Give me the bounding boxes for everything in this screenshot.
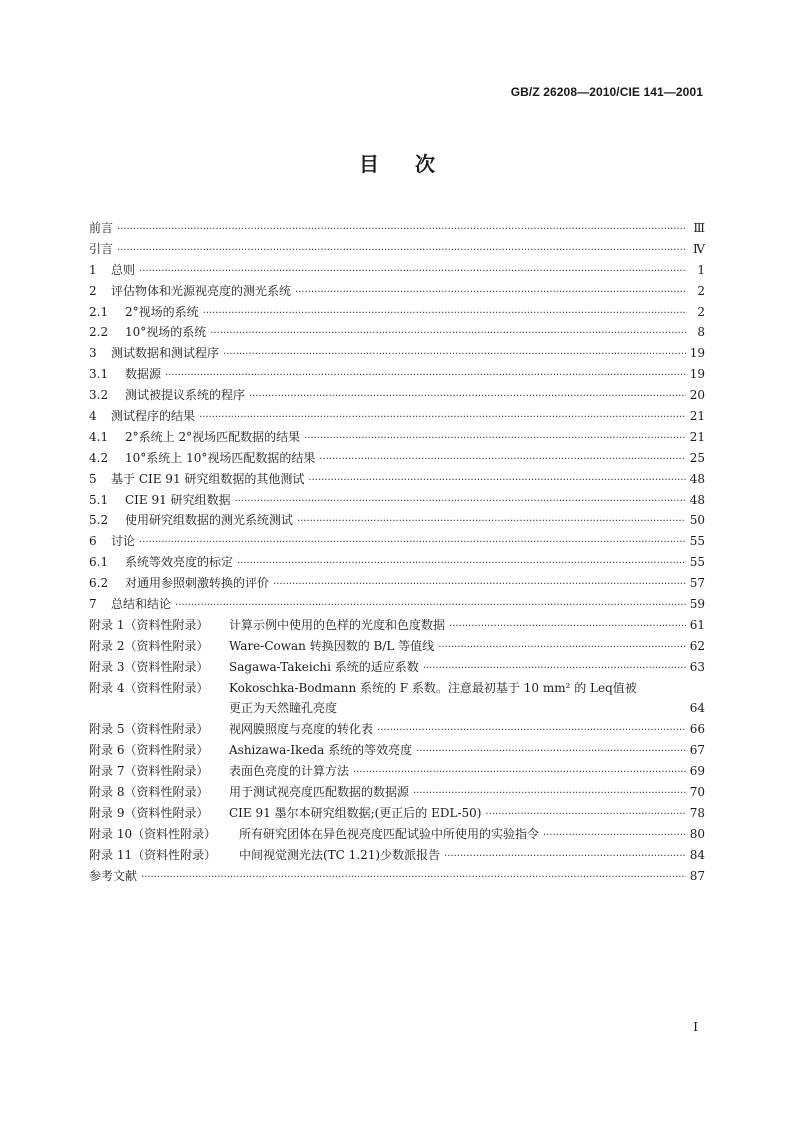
toc-entry-introduction[interactable] [89, 240, 705, 261]
toc-title: 数据源 [125, 367, 162, 382]
toc-appendix-entry[interactable] [89, 804, 705, 825]
appendix-label: 附录 3（资料性附录） [89, 659, 209, 674]
toc-number: 6.2 [89, 576, 109, 591]
toc-appendix-entry[interactable] [89, 658, 705, 679]
toc-title: 2°视场的系统 [125, 304, 199, 319]
appendix-label: 附录 9（资料性附录） [89, 805, 209, 820]
toc-title: 引言 [89, 241, 114, 256]
toc-page: 2 [697, 283, 705, 298]
toc-number: 6 [89, 534, 97, 549]
toc-entry[interactable] [89, 449, 705, 470]
table-of-contents [89, 219, 705, 888]
toc-number: 4.1 [89, 429, 109, 444]
toc-page: 21 [689, 409, 705, 424]
appendix-title-continued: 更正为天然瞳孔亮度 [229, 701, 338, 716]
toc-entry-references[interactable] [89, 867, 705, 888]
toc-number: 5 [89, 471, 97, 486]
standard-code: GB/Z 26208—2010/CIE 141—2001 [510, 85, 703, 99]
toc-page: 19 [689, 367, 705, 382]
toc-page: 69 [689, 764, 705, 779]
toc-page: 2 [697, 304, 705, 319]
appendix-title: Kokoschka-Bodmann 系统的 F 系数。注意最初基于 10 mm² 的 Leq值被 [229, 680, 637, 695]
appendix-label: 附录 6（资料性附录） [89, 743, 209, 758]
toc-number: 5.1 [89, 492, 109, 507]
toc-page: Ⅲ [693, 221, 705, 235]
toc-title: CIE 91 研究组数据 [125, 492, 231, 507]
toc-number: 2.2 [89, 325, 109, 340]
toc-page: 70 [689, 785, 705, 800]
toc-number: 3.1 [89, 367, 109, 382]
toc-number: 2.1 [89, 304, 109, 319]
toc-page: 1 [697, 262, 705, 277]
toc-appendix-entry[interactable] [89, 762, 705, 783]
appendix-title: 用于测试视亮度匹配数据的数据源 [229, 785, 410, 800]
toc-page: 63 [689, 659, 705, 674]
page-title-char-1: 目 [359, 152, 379, 176]
toc-page: 87 [689, 868, 705, 883]
toc-title: 讨论 [111, 534, 136, 549]
toc-entry[interactable] [89, 407, 705, 428]
toc-number: 6.1 [89, 555, 109, 570]
toc-appendix-entry[interactable] [89, 637, 705, 658]
toc-entry[interactable] [89, 491, 705, 512]
toc-title: 总结和结论 [111, 597, 172, 612]
toc-page: 59 [689, 597, 705, 612]
appendix-title: 中间视觉测光法(TC 1.21)少数派报告 [239, 847, 441, 862]
toc-entry-preface[interactable] [89, 219, 705, 240]
toc-title: 测试被提议系统的程序 [125, 388, 246, 403]
toc-title: 基于 CIE 91 研究组数据的其他测试 [111, 471, 305, 486]
toc-page: 20 [689, 388, 705, 403]
page-number: I [693, 1020, 698, 1034]
toc-appendix-entry[interactable] [89, 616, 705, 637]
appendix-title: 所有研究团体在异色视亮度匹配试验中所使用的实验指令 [239, 826, 540, 841]
appendix-label: 附录 5（资料性附录） [89, 722, 209, 737]
toc-title: 10°系统上 10°视场匹配数据的结果 [125, 450, 316, 465]
appendix-label: 附录 7（资料性附录） [89, 764, 209, 779]
toc-entry[interactable] [89, 428, 705, 449]
appendix-label: 附录 8（资料性附录） [89, 785, 209, 800]
toc-page: 66 [689, 722, 705, 737]
toc-appendix-entry-continued[interactable] [89, 699, 705, 720]
toc-entry[interactable] [89, 282, 705, 303]
appendix-title: 表面色亮度的计算方法 [229, 764, 350, 779]
toc-page: 78 [689, 805, 705, 820]
toc-number: 3.2 [89, 388, 109, 403]
toc-page: 80 [689, 826, 705, 841]
toc-number: 5.2 [89, 513, 109, 528]
appendix-label: 附录 2（资料性附录） [89, 638, 209, 653]
toc-entry[interactable] [89, 303, 705, 324]
toc-page: 25 [689, 450, 705, 465]
toc-page: 57 [689, 576, 705, 591]
toc-number: 7 [89, 597, 97, 612]
toc-appendix-entry[interactable] [89, 741, 705, 762]
toc-entry[interactable] [89, 261, 705, 282]
appendix-label: 附录 10（资料性附录） [89, 826, 217, 841]
appendix-title: Ware-Cowan 转换因数的 B/L 等值线 [229, 638, 435, 653]
toc-title: 2°系统上 2°视场匹配数据的结果 [125, 429, 301, 444]
appendix-title: Ashizawa-Ikeda 系统的等效亮度 [229, 743, 413, 758]
toc-page: 61 [689, 617, 705, 632]
toc-entry[interactable] [89, 574, 705, 595]
page-title-char-2: 次 [415, 152, 435, 176]
toc-appendix-entry[interactable] [89, 679, 705, 700]
toc-title: 使用研究组数据的测光系统测试 [125, 513, 294, 528]
toc-appendix-entry[interactable] [89, 783, 705, 804]
toc-entry[interactable] [89, 365, 705, 386]
toc-appendix-entry[interactable] [89, 720, 705, 741]
toc-page: 84 [689, 847, 705, 862]
toc-page: 50 [689, 513, 705, 528]
toc-number: 4.2 [89, 450, 109, 465]
toc-entry[interactable] [89, 532, 705, 553]
appendix-title: CIE 91 墨尔本研究组数据;(更正后的 EDL-50) [229, 805, 482, 820]
appendix-title: 计算示例中使用的色样的光度和色度数据 [229, 617, 446, 632]
toc-appendix-entry[interactable] [89, 846, 705, 867]
toc-page: 19 [689, 346, 705, 361]
toc-appendix-entry[interactable] [89, 825, 705, 846]
toc-entry[interactable] [89, 595, 705, 616]
toc-page: 48 [689, 471, 705, 486]
toc-entry[interactable] [89, 470, 705, 491]
toc-title: 参考文献 [89, 868, 138, 883]
toc-page: 62 [689, 638, 705, 653]
appendix-label: 附录 4（资料性附录） [89, 680, 209, 695]
appendix-label: 附录 11（资料性附录） [89, 847, 217, 862]
toc-number: 1 [89, 262, 97, 277]
toc-entry[interactable] [89, 344, 705, 365]
toc-entry[interactable] [89, 323, 705, 344]
page-title [0, 148, 794, 177]
toc-title: 测试程序的结果 [111, 409, 196, 424]
toc-entry[interactable] [89, 386, 705, 407]
toc-title: 测试数据和测试程序 [111, 346, 220, 361]
toc-page: 48 [689, 492, 705, 507]
toc-title: 对通用参照刺激转换的评价 [125, 576, 270, 591]
toc-page: Ⅳ [693, 241, 705, 256]
appendix-title: Sagawa-Takeichi 系统的适应系数 [229, 659, 419, 674]
toc-page: 55 [689, 534, 705, 549]
toc-title: 前言 [89, 221, 114, 235]
appendix-label: 附录 1（资料性附录） [89, 617, 209, 632]
toc-title: 总则 [111, 262, 136, 277]
toc-number: 3 [89, 346, 97, 361]
toc-number: 2 [89, 283, 97, 298]
toc-entry[interactable] [89, 511, 705, 532]
toc-title: 评估物体和光源视亮度的测光系统 [111, 283, 292, 298]
toc-page: 64 [689, 701, 705, 716]
appendix-title: 视网膜照度与亮度的转化表 [229, 722, 374, 737]
toc-page: 67 [689, 743, 705, 758]
toc-page: 55 [689, 555, 705, 570]
toc-page: 8 [697, 325, 705, 340]
toc-page: 21 [689, 429, 705, 444]
toc-title: 10°视场的系统 [125, 325, 207, 340]
toc-number: 4 [89, 409, 97, 424]
toc-title: 系统等效亮度的标定 [125, 555, 234, 570]
toc-entry[interactable] [89, 553, 705, 574]
